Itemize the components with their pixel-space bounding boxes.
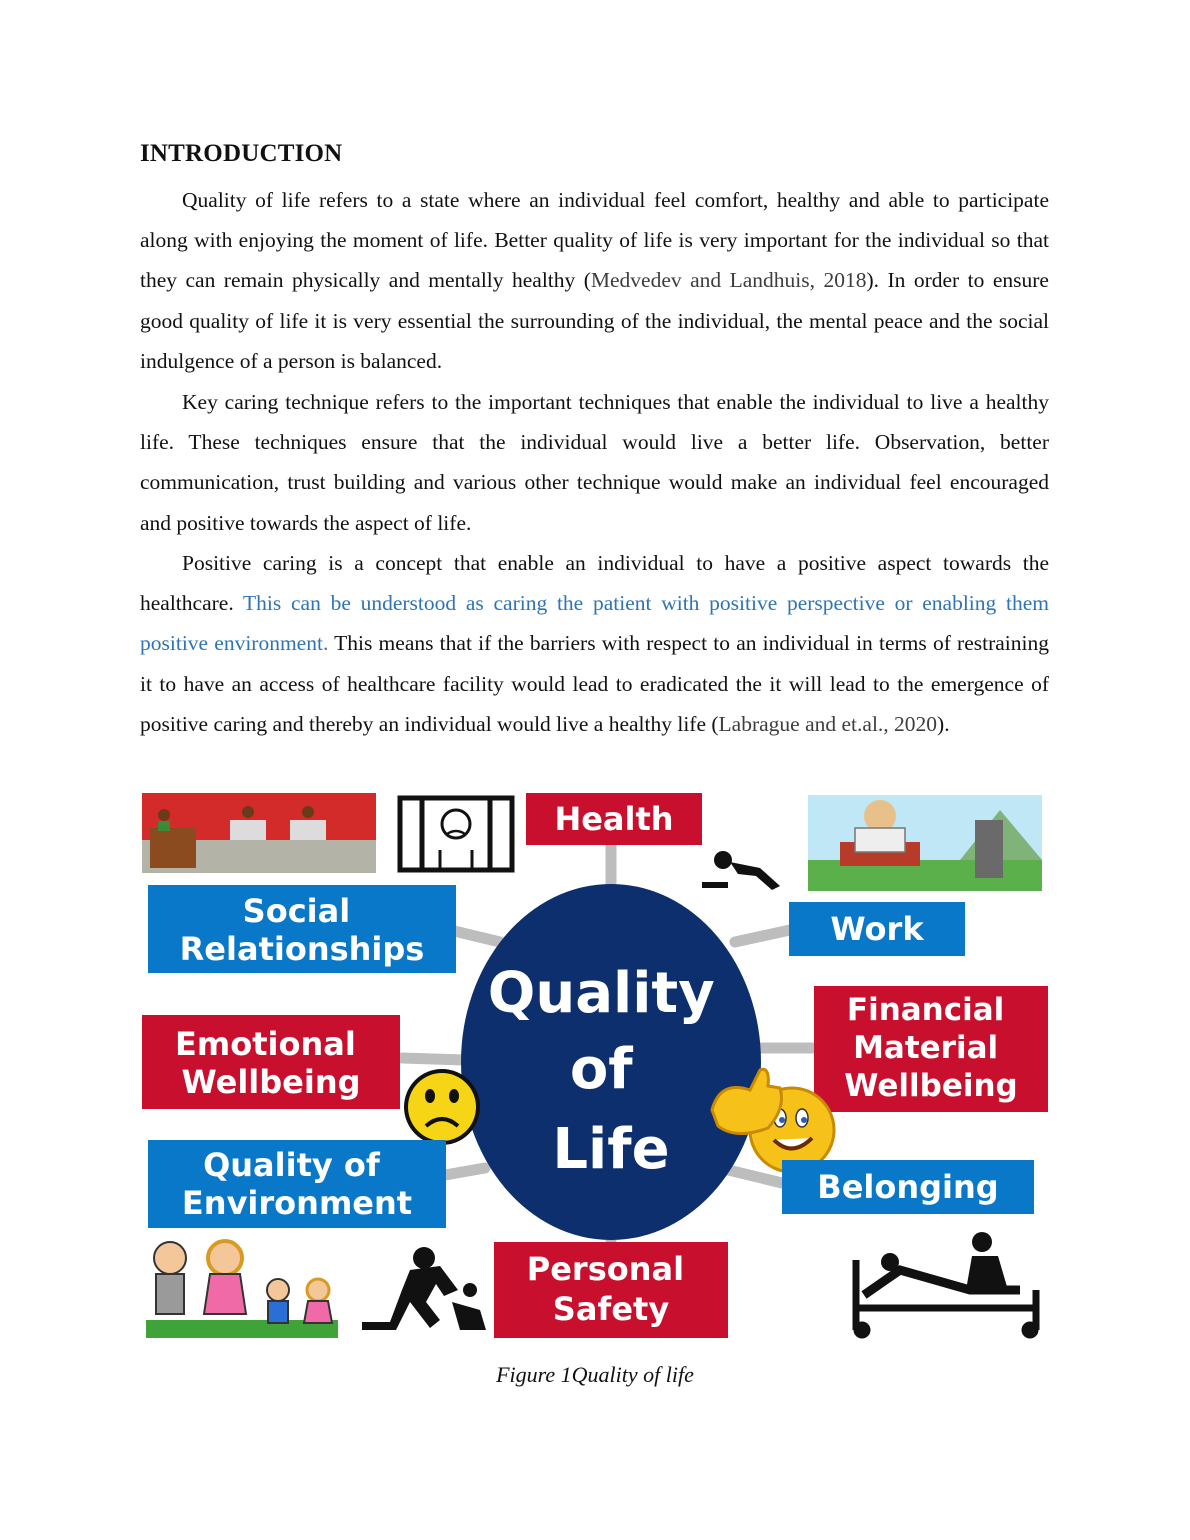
- park-illustration: [808, 795, 1042, 891]
- svg-text:Social Relationships: Social Relationships: [179, 892, 425, 968]
- highlighted-text: This can be understood as caring the patient with positive perspective or enabling them positive environment.: [140, 591, 1049, 656]
- citation: Labrague and et.al., 2020: [718, 711, 938, 736]
- paragraph-2: [140, 382, 1049, 543]
- paragraph-text: Key caring technique refers to the important techniques that enable the individual to live a healthy life. These techniques ensure that the individual would live a better life. Observation, better communication, trust building and various other technique would make an individual feel encouraged and positive towards the aspect of life.: [140, 390, 1049, 535]
- prison-icon: [400, 798, 512, 870]
- paragraph-3: [140, 543, 1049, 744]
- center-text: Quality of Life: [487, 961, 715, 1182]
- svg-text:Quality of Environment: Quality of Environment: [181, 1146, 413, 1222]
- svg-text:Emotional Wellbeing: Emotional Wellbeing: [175, 1025, 361, 1101]
- paragraph-text: This means that if the barriers with respect to an individual in terms of restraining it to have an access of healthcare facility would lead to eradicated the it will lead to the emergence of positive caring and thereby an individual would live a healthy life (: [140, 631, 1050, 736]
- svg-text:Health: Health: [554, 800, 674, 838]
- svg-text:Belonging: Belonging: [817, 1168, 999, 1206]
- citation: Medvedev and Landhuis, 2018: [590, 268, 867, 293]
- label-personal-safety: [494, 1242, 728, 1338]
- paragraph-text: ). In order to ensure good quality of life it is very essential the surrounding of the individual, the mental peace and the social indulgence of a person is balanced.: [140, 268, 1049, 373]
- figure-caption: Figure 1Quality of life: [496, 1362, 694, 1387]
- label-financial-material-wellbeing: [814, 986, 1048, 1112]
- hospital-bed-icon: [856, 1232, 1036, 1335]
- label-quality-of-environment: [148, 1140, 446, 1228]
- classroom-illustration: [142, 793, 376, 873]
- label-work: [789, 902, 965, 956]
- label-social-relationships: [148, 885, 456, 973]
- exercise-icon: [702, 851, 780, 890]
- paragraph-text: Quality of life refers to a state where an individual feel comfort, healthy and able to participate along with enjoying the moment of life. Better quality of life is very important for the individual so that they can remain physically and mentally healthy (: [140, 188, 1049, 293]
- accident-icon: [362, 1247, 486, 1330]
- svg-text:Personal Safety: Personal Safety: [526, 1250, 685, 1328]
- label-belonging: [782, 1160, 1034, 1214]
- section-heading: INTRODUCTION: [140, 140, 343, 167]
- paragraph-text: Positive caring is a concept that enable an individual to have a positive aspect towards the healthcare.: [140, 551, 1049, 616]
- svg-text:Financial Material: Financial Material Wellbeing: [844, 992, 1018, 1104]
- quality-of-life-figure: [140, 790, 1050, 1340]
- label-health: [526, 793, 702, 845]
- svg-text:Work: Work: [830, 910, 924, 948]
- paragraph-text: ).: [937, 711, 950, 736]
- family-illustration: [146, 1241, 338, 1338]
- paragraph-1: [140, 180, 1049, 381]
- label-emotional-wellbeing: [142, 1015, 400, 1109]
- sad-face-icon: [404, 1069, 480, 1145]
